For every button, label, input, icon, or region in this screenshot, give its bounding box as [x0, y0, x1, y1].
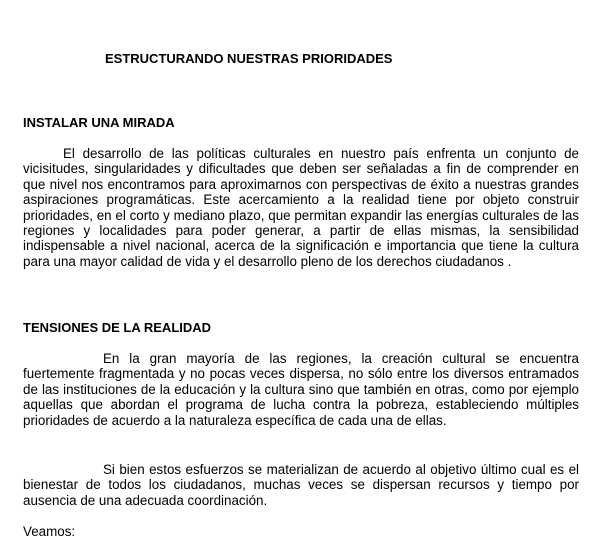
paragraph-veamos: Veamos:: [23, 524, 76, 539]
section-heading-instalar-una-mirada: INSTALAR UNA MIRADA: [23, 115, 175, 130]
section-heading-tensiones-de-la-realidad: TENSIONES DE LA REALIDAD: [23, 320, 212, 335]
document-title: ESTRUCTURANDO NUESTRAS PRIORIDADES: [105, 51, 393, 66]
paragraph-politicas-culturales: El desarrollo de las políticas culturales en nuestro país enfrenta un conjunto de vicisitudes, singularidades y dificultades que deben ser señaladas a fin de comprender en que nivel nos encontramos para aproximarnos con perspectivas de éxito a nuestras grandes aspiraciones programáticas. Este acercamiento a la realidad tiene por objeto construir prioridades, en el corto y mediano plazo, que permitan expandir las energías culturales de las regiones y localidades para poder generar, a partir de ellas mismas, la sensibilidad indispensable a nivel nacional, acerca de la significación e importancia que tiene la cultura para una mayor calidad de vida y el desarrollo pleno de los derechos ciudadanos .: [23, 146, 579, 269]
paragraph-creacion-cultural: En la gran mayoría de las regiones, la creación cultural se encuentra fuertemente fragmentada y no pocas veces dispersa, no sólo entre los diversos entramados de las instituciones de la educación y la cultura sino que también en otras, como por ejemplo aquellas que abordan el programa de lucha contra la pobreza, estableciendo múltiples prioridades de acuerdo a la naturaleza específica de cada una de ellas.: [23, 351, 579, 428]
paragraph-esfuerzos: Si bien estos esfuerzos se materializan de acuerdo al objetivo último cual es el bienestar de todos los ciudadanos, muchas veces se dispersan recursos y tiempo por ausencia de una adecuada coordinación.: [23, 462, 579, 508]
